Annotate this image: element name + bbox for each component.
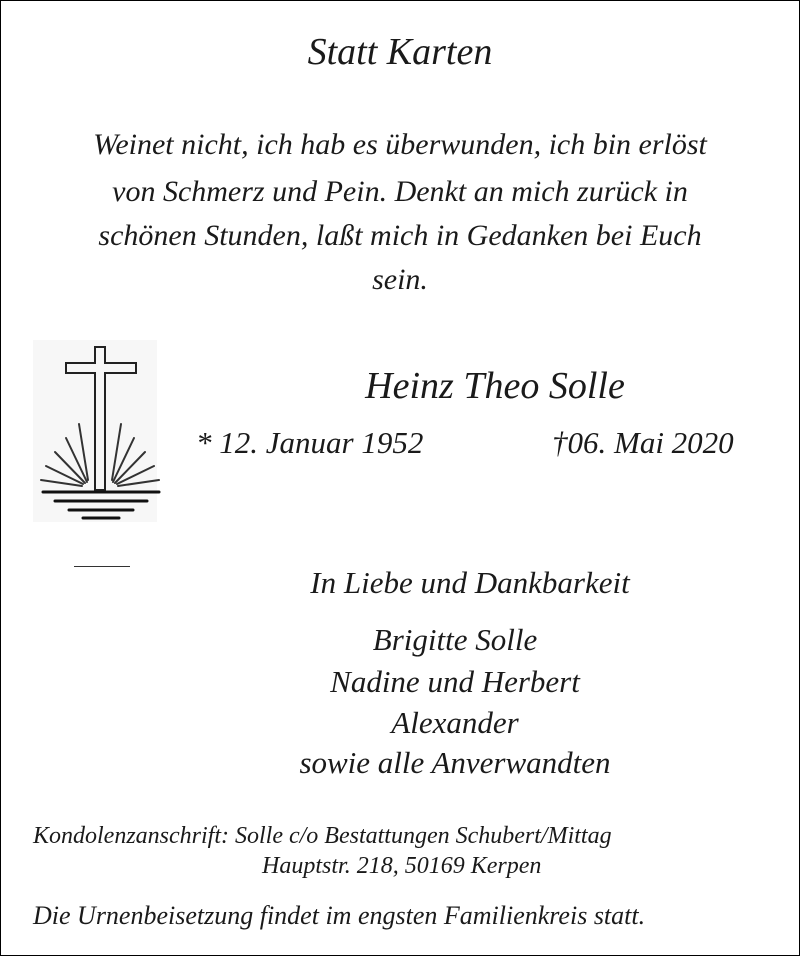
death-date: †06. Mai 2020 [552,425,734,460]
notice-header: Statt Karten [307,31,493,73]
mourner-name: sowie alle Anverwandten [299,745,611,780]
mourner-name: Nadine und Herbert [330,664,580,699]
birth-date: * 12. Januar 1952 [196,425,424,460]
cross-sunrise-icon [33,340,163,525]
poem-line-4: sein. [372,263,428,296]
poem-line-2: von Schmerz und Pein. Denkt an mich zurück in [112,175,688,208]
poem-line-3: schönen Stunden, laßt mich in Gedanken bei Euch [98,219,702,252]
condolence-address-line-1: Kondolenzanschrift: Solle c/o Bestattungen Schubert/Mittag [33,823,612,849]
mourner-name: Brigitte Solle [372,622,538,657]
condolence-address-line-2: Hauptstr. 218, 50169 Kerpen [262,853,542,879]
deceased-name: Heinz Theo Solle [365,365,625,407]
closing-phrase: In Liebe und Dankbarkeit [310,565,630,600]
emblem-underline [74,566,130,567]
mourner-name: Alexander [391,705,519,740]
poem-line-1: Weinet nicht, ich hab es überwunden, ich bin erlöst [93,128,707,161]
burial-note: Die Urnenbeisetzung findet im engsten Familienkreis statt. [33,901,646,930]
